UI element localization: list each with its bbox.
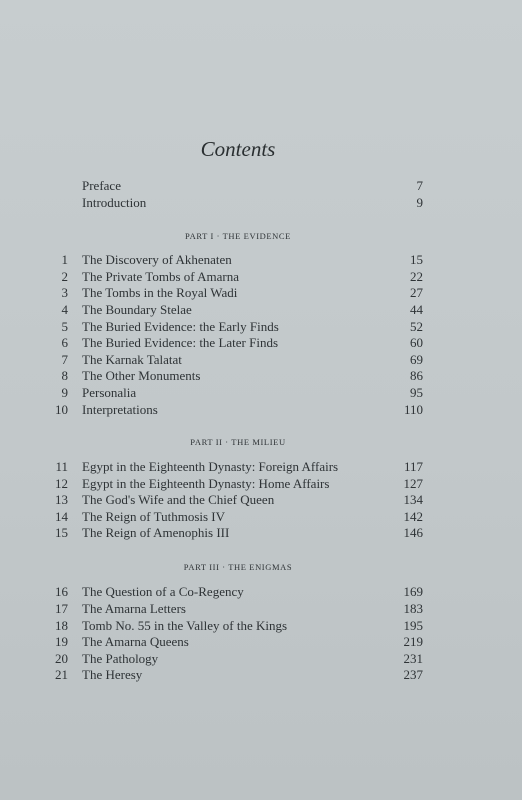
toc-entry-label: The Boundary Stelae: [82, 302, 192, 317]
toc-entry-label: The Amarna Queens: [82, 634, 189, 649]
toc-entry-introduction: [0, 194, 522, 211]
chapter-number: 1: [61, 252, 68, 267]
toc-entry: [0, 524, 522, 541]
toc-entry-page: 195: [403, 618, 423, 633]
chapter-number: 8: [61, 368, 68, 383]
toc-entry-page: 127: [403, 476, 423, 491]
toc-entry-label: The Discovery of Akhenaten: [82, 252, 232, 267]
chapter-number: 21: [55, 667, 68, 682]
toc-entry-page: 60: [410, 335, 423, 350]
toc-entry-label: The Other Monuments: [82, 368, 201, 383]
toc-entry: [0, 633, 522, 650]
toc-entry-page: 117: [403, 459, 423, 474]
part-heading: PART I · THE EVIDENCE: [185, 231, 291, 241]
toc-entry: [0, 334, 522, 351]
contents-title: Contents: [200, 137, 276, 161]
toc-entry: [0, 475, 522, 492]
chapter-number: 16: [55, 584, 68, 599]
chapter-number: 13: [55, 492, 68, 507]
toc-entry-label: The Amarna Letters: [82, 601, 186, 616]
chapter-number: 2: [61, 269, 68, 284]
chapter-number: 19: [55, 634, 68, 649]
toc-entry-page: 86: [410, 368, 423, 383]
toc-entry-label: The Heresy: [82, 667, 143, 682]
toc-entry-page: 27: [410, 285, 423, 300]
toc-entry-label: The Tombs in the Royal Wadi: [82, 285, 238, 300]
chapter-number: 10: [55, 402, 68, 417]
toc-entry-label: The God's Wife and the Chief Queen: [82, 492, 275, 507]
chapter-number: 12: [55, 476, 68, 491]
toc-entry: [0, 617, 522, 634]
toc-entry-preface: [0, 177, 522, 194]
toc-entry-page: 9: [416, 195, 423, 210]
toc-entry: [0, 251, 522, 268]
toc-entry: [0, 666, 522, 683]
toc-entry: [0, 650, 522, 667]
chapter-number: 3: [61, 285, 68, 300]
toc-entry-page: 219: [403, 634, 423, 649]
toc-entry-page: 231: [403, 651, 423, 666]
toc-entry: [0, 508, 522, 525]
toc-entry-page: 44: [410, 302, 423, 317]
toc-entry-page: 142: [403, 509, 423, 524]
chapter-number: 15: [55, 525, 68, 540]
chapter-number: 5: [61, 319, 68, 334]
toc-entry-page: 15: [410, 252, 423, 267]
toc-entry-label: The Private Tombs of Amarna: [82, 269, 239, 284]
toc-entry: [0, 384, 522, 401]
part-heading: PART II · THE MILIEU: [190, 437, 286, 447]
toc-entry-page: 169: [403, 584, 423, 599]
toc-entry-page: 52: [410, 319, 423, 334]
part-heading: PART III · THE ENIGMAS: [183, 562, 293, 572]
toc-entry-label: The Reign of Amenophis III: [82, 525, 230, 540]
toc-entry-label: Introduction: [82, 195, 147, 210]
toc-entry-label: Egypt in the Eighteenth Dynasty: Foreign Affairs: [82, 459, 339, 474]
toc-entry-label: Interpretations: [82, 402, 158, 417]
toc-entry: [0, 301, 522, 318]
chapter-number: 4: [61, 302, 68, 317]
toc-entry-page: 69: [410, 352, 423, 367]
toc-entry: [0, 318, 522, 335]
chapter-number: 14: [55, 509, 68, 524]
toc-entry: [0, 284, 522, 301]
toc-entry-page: 134: [403, 492, 423, 507]
toc-entry-page: 110: [403, 402, 423, 417]
toc-entry: [0, 351, 522, 368]
toc-entry-label: The Buried Evidence: the Later Finds: [82, 335, 279, 350]
toc-entry: [0, 583, 522, 600]
toc-entry: [0, 268, 522, 285]
chapter-number: 18: [55, 618, 68, 633]
toc-entry: [0, 458, 522, 475]
chapter-number: 6: [61, 335, 68, 350]
toc-entry-label: The Pathology: [82, 651, 159, 666]
toc-entry: [0, 367, 522, 384]
chapter-number: 20: [55, 651, 68, 666]
toc-entry-label: Egypt in the Eighteenth Dynasty: Home Affairs: [82, 476, 330, 491]
toc-entry-label: Preface: [82, 178, 121, 193]
toc-entry-page: 146: [403, 525, 423, 540]
toc-entry-page: 7: [416, 178, 423, 193]
toc-entry: [0, 401, 522, 418]
toc-entry-label: Tomb No. 55 in the Valley of the Kings: [82, 618, 288, 633]
toc-entry-page: 183: [403, 601, 423, 616]
toc-entry-label: The Question of a Co-Regency: [82, 584, 244, 599]
chapter-number: 11: [55, 459, 68, 474]
chapter-number: 7: [61, 352, 68, 367]
toc-entry-label: Personalia: [82, 385, 137, 400]
toc-entry-page: 22: [410, 269, 423, 284]
toc-entry-page: 95: [410, 385, 423, 400]
toc-entry: [0, 600, 522, 617]
toc-entry-label: The Reign of Tuthmosis IV: [82, 509, 226, 524]
chapter-number: 9: [61, 385, 68, 400]
toc-entry-page: 237: [403, 667, 423, 682]
toc-entry-label: The Buried Evidence: the Early Finds: [82, 319, 279, 334]
toc-entry: [0, 491, 522, 508]
chapter-number: 17: [55, 601, 68, 616]
toc-entry-label: The Karnak Talatat: [82, 352, 182, 367]
